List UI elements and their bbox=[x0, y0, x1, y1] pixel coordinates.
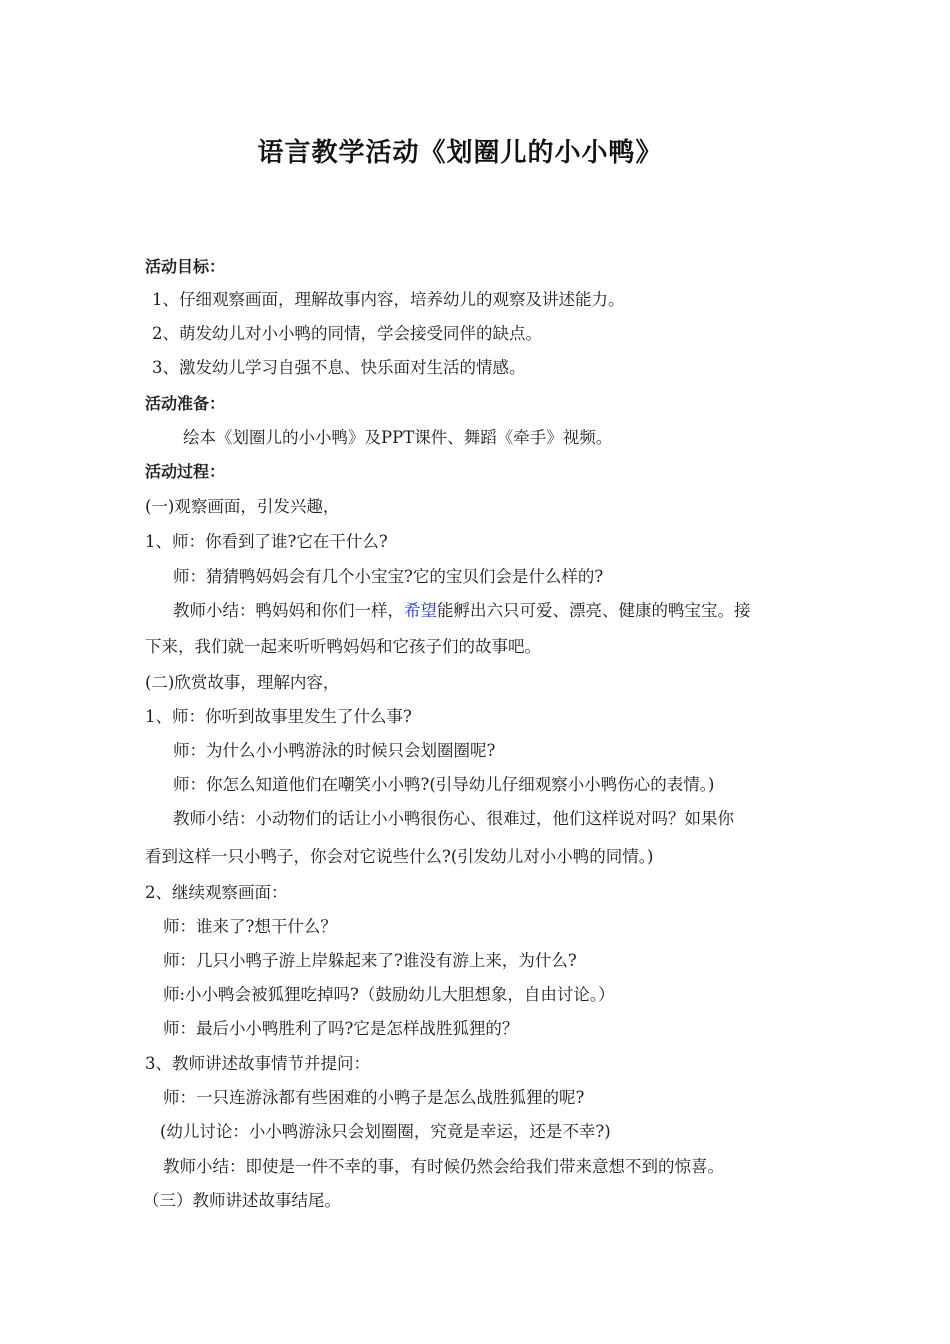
part2-summary-line-1: 教师小结：小动物们的话让小小鸭很伤心、很难过，他们这样说对吗？如果你 bbox=[173, 809, 734, 828]
part1-question-2: 师：猜猜鸭妈妈会有几个小宝宝?它的宝贝们会是什么样的? bbox=[173, 567, 604, 586]
step2-question-1: 师：谁来了?想干什么？ bbox=[163, 917, 337, 936]
part1-summary-line-1 bbox=[173, 600, 751, 622]
step2-question-2: 师：几只小鸭子游上岸躲起来了?谁没有游上来，为什么? bbox=[163, 951, 577, 970]
goal-item-1: 1、仔细观察画面，理解故事内容，培养幼儿的观察及讲述能力。 bbox=[152, 290, 625, 309]
part2-question-2: 师：为什么小小鸭游泳的时候只会划圈圈呢? bbox=[173, 741, 496, 760]
prep-text: 绘本《划圈儿的小小鸭》及PPT课件、舞蹈《牵手》视频。 bbox=[183, 428, 613, 447]
process-heading: 活动过程： bbox=[145, 462, 226, 481]
step3-discussion: (幼儿讨论：小小鸭游泳只会划圈圈，究竟是幸运，还是不幸?) bbox=[160, 1122, 611, 1141]
goals-heading: 活动目标： bbox=[145, 257, 226, 276]
document-title: 语言教学活动《划圈儿的小小鸭》 bbox=[257, 138, 663, 168]
part3-heading: （三）教师讲述故事结尾。 bbox=[143, 1191, 341, 1210]
part2-summary-line-2: 看到这样一只小鸭子，你会对它说些什么?(引发幼儿对小小鸭的同情。) bbox=[145, 847, 654, 866]
part2-question-3: 师：你怎么知道他们在嘲笑小小鸭?(引导幼儿仔细观察小小鸭伤心的表情。) bbox=[173, 775, 715, 794]
step2-question-4: 师：最后小小鸭胜利了吗?它是怎样战胜狐狸的？ bbox=[163, 1019, 519, 1038]
goal-item-2: 2、萌发幼儿对小小鸭的同情，学会接受同伴的缺点。 bbox=[152, 324, 542, 343]
step3-heading: 3、教师讲述故事情节并提问： bbox=[145, 1054, 370, 1073]
part1-summary-text-a: 教师小结：鸭妈妈和你们一样， bbox=[173, 601, 404, 620]
part2-question-1: 1、师：你听到故事里发生了什么事? bbox=[145, 707, 412, 726]
step3-question-1: 师：一只连游泳都有些困难的小鸭子是怎么战胜狐狸的呢? bbox=[163, 1088, 585, 1107]
hope-link[interactable]: 希望 bbox=[404, 601, 437, 620]
step2-heading: 2、继续观察画面： bbox=[145, 883, 288, 902]
part1-summary-text-b: 能孵出六只可爱、漂亮、健康的鸭宝宝。接 bbox=[437, 601, 751, 620]
prep-heading: 活动准备： bbox=[145, 394, 226, 413]
part1-question-1: 1、师：你看到了谁?它在干什么? bbox=[145, 532, 388, 551]
part1-heading: (一)观察画面，引发兴趣， bbox=[145, 497, 340, 516]
part1-summary-line-2: 下来，我们就一起来听听鸭妈妈和它孩子们的故事吧。 bbox=[145, 637, 541, 656]
goal-item-3: 3、激发幼儿学习自强不息、快乐面对生活的情感。 bbox=[152, 358, 526, 377]
step3-summary: 教师小结：即使是一件不幸的事，有时候仍然会给我们带来意想不到的惊喜。 bbox=[163, 1157, 724, 1176]
step2-question-3: 师:小小鸭会被狐狸吃掉吗?（鼓励幼儿大胆想象，自由讨论。） bbox=[163, 985, 615, 1004]
part2-heading: (二)欣赏故事，理解内容， bbox=[145, 673, 340, 692]
